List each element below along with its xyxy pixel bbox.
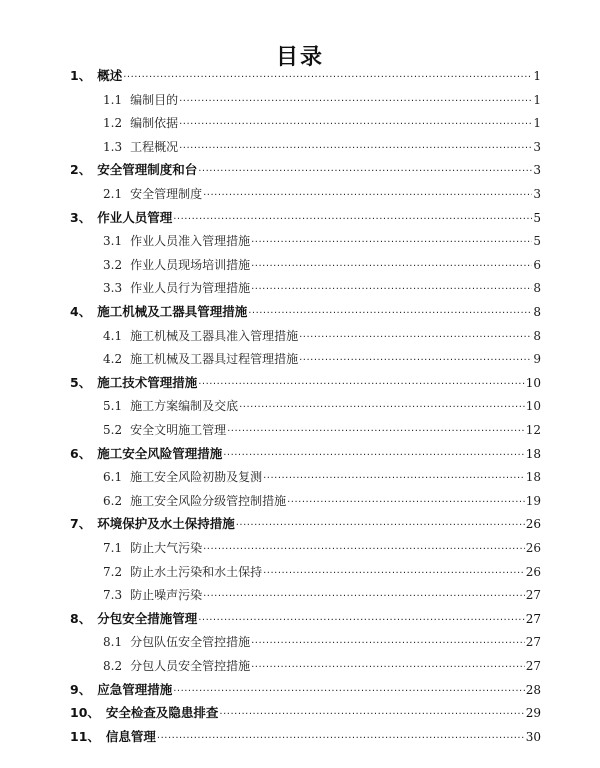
toc-dot-leader (251, 658, 525, 678)
toc-entry-number: 6、 (70, 445, 92, 461)
toc-entry-number: 9、 (70, 681, 92, 697)
toc-entry-label: 作业人员行为管理措施 (130, 281, 251, 296)
toc-section-entry[interactable] (103, 632, 541, 652)
toc-dot-leader (219, 705, 524, 725)
toc-entry-page-number: 3 (533, 163, 541, 178)
toc-entry-label: 应急管理措施 (97, 681, 173, 697)
toc-entry-number: 4、 (70, 304, 92, 319)
toc-entry-page-number: 28 (525, 682, 541, 697)
toc-entry-number: 7.1 (103, 541, 123, 555)
toc-entry-number: 6.1 (103, 470, 123, 485)
toc-entry-page-number: 5 (533, 210, 541, 225)
toc-entry-page-number: 18 (525, 470, 541, 485)
toc-dot-leader (203, 587, 525, 607)
toc-entry-number: 4.1 (103, 328, 123, 343)
toc-dot-leader (287, 493, 525, 513)
toc-dot-leader (173, 210, 532, 230)
toc-entry-label: 防止水土污染和水土保持 (130, 564, 263, 579)
toc-entry-number: 2、 (70, 162, 92, 178)
toc-entry-page-number: 1 (533, 92, 541, 107)
toc-entry-number: 8.2 (103, 659, 123, 673)
toc-entry-number: 10、 (70, 705, 100, 721)
toc-entry-label: 编制依据 (130, 116, 179, 131)
toc-entry-page-number: 27 (525, 588, 541, 603)
toc-chapter-entry[interactable] (70, 160, 541, 180)
toc-section-entry[interactable] (103, 467, 541, 487)
toc-section-entry[interactable] (103, 656, 541, 676)
toc-section-entry[interactable] (103, 90, 541, 110)
toc-entry-label: 安全管理制度 (130, 187, 203, 201)
toc-entry-number: 4.2 (103, 352, 123, 367)
toc-entry-label: 概述 (97, 68, 123, 83)
toc-entry-label: 施工安全风险分级管控制措施 (130, 493, 287, 508)
toc-entry-number: 11、 (70, 728, 100, 744)
toc-entry-page-number: 19 (525, 493, 541, 508)
toc-dot-leader (299, 351, 532, 371)
toc-entry-page-number: 9 (533, 352, 541, 367)
toc-entry-label: 作业人员管理 (97, 209, 173, 225)
toc-chapter-entry[interactable] (70, 66, 541, 86)
toc-dot-leader (236, 516, 525, 536)
toc-entry-label: 施工方案编制及交底 (130, 399, 239, 414)
toc-entry-page-number: 8 (533, 328, 541, 343)
toc-section-entry[interactable] (103, 349, 541, 369)
toc-entry-number: 3.1 (103, 234, 123, 249)
toc-title: 目录 (275, 45, 324, 70)
toc-entry-number: 8、 (70, 610, 92, 626)
toc-dot-leader (198, 611, 525, 631)
toc-entry-page-number: 27 (525, 611, 541, 626)
toc-entry-page-number: 27 (525, 635, 541, 650)
toc-entry-label: 信息管理 (105, 728, 156, 744)
toc-entry-page-number: 12 (525, 423, 541, 437)
toc-dot-leader (179, 139, 532, 159)
toc-entry-number: 2.1 (103, 187, 123, 201)
toc-entry-label: 施工机械及工器具准入管理措施 (130, 328, 299, 343)
toc-section-entry[interactable] (103, 137, 541, 157)
toc-entry-label: 防止大气污染 (130, 541, 203, 555)
toc-dot-leader (203, 186, 532, 206)
toc-dot-leader (251, 280, 532, 300)
toc-section-entry[interactable] (103, 562, 541, 582)
toc-entry-label: 安全管理制度和台 (97, 162, 198, 178)
toc-entry-number: 1.3 (103, 139, 123, 154)
toc-dot-leader (203, 540, 525, 560)
toc-dot-leader (227, 422, 525, 442)
toc-entry-label: 施工安全风险初勘及复测 (130, 470, 263, 485)
toc-entry-number: 5、 (70, 374, 92, 390)
toc-entry-number: 1.2 (103, 116, 123, 131)
toc-section-entry[interactable] (103, 326, 541, 346)
toc-entry-number: 7.2 (103, 564, 123, 579)
toc-entry-label: 分包安全措施管理 (97, 610, 198, 626)
toc-dot-leader (198, 375, 525, 395)
toc-entry-label: 施工安全风险管理措施 (97, 445, 223, 461)
toc-chapter-entry[interactable] (70, 727, 541, 747)
toc-entry-page-number: 30 (525, 729, 541, 744)
toc-entry-label: 安全检查及隐患排查 (105, 705, 219, 721)
toc-dot-leader (173, 682, 525, 702)
toc-entry-page-number: 3 (533, 139, 541, 154)
toc-chapter-entry[interactable] (70, 444, 541, 464)
toc-entry-page-number: 26 (525, 564, 541, 579)
toc-entry-number: 3.3 (103, 281, 123, 296)
toc-section-entry[interactable] (103, 585, 541, 605)
toc-entry-number: 3、 (70, 209, 92, 225)
toc-chapter-entry[interactable] (70, 609, 541, 629)
toc-dot-leader (123, 68, 532, 88)
toc-entry-number: 7、 (70, 516, 92, 532)
toc-entry-page-number: 5 (533, 234, 541, 249)
toc-section-entry[interactable] (103, 491, 541, 511)
toc-dot-leader (239, 398, 525, 418)
toc-entry-page-number: 27 (525, 659, 541, 673)
toc-dot-leader (263, 564, 525, 584)
toc-entry-page-number: 6 (533, 257, 541, 272)
toc-dot-leader (251, 634, 525, 654)
toc-entry-page-number: 1 (533, 69, 541, 83)
toc-dot-leader (248, 304, 532, 324)
toc-dot-leader (299, 328, 532, 348)
toc-dot-leader (263, 469, 525, 489)
toc-entry-number: 5.2 (103, 423, 123, 437)
toc-chapter-entry[interactable] (70, 514, 541, 534)
toc-dot-leader (179, 92, 532, 112)
toc-entry-label: 施工技术管理措施 (97, 374, 198, 390)
toc-entry-page-number: 26 (525, 541, 541, 555)
toc-chapter-entry[interactable] (70, 680, 541, 700)
toc-dot-leader (251, 233, 532, 253)
toc-section-entry[interactable] (103, 396, 541, 416)
toc-entry-number: 1.1 (103, 92, 123, 107)
toc-entry-number: 7.3 (103, 588, 123, 603)
toc-entry-label: 分包人员安全管控措施 (130, 659, 251, 673)
toc-entry-label: 分包队伍安全管控措施 (130, 635, 251, 650)
toc-entry-number: 6.2 (103, 493, 123, 508)
toc-section-entry[interactable] (103, 255, 541, 275)
toc-entry-label: 工程概况 (130, 139, 179, 154)
toc-entry-page-number: 18 (525, 446, 541, 461)
toc-chapter-entry[interactable] (70, 208, 541, 228)
toc-entry-page-number: 29 (525, 706, 541, 721)
toc-entry-label: 施工机械及工器具过程管理措施 (130, 352, 299, 367)
toc-entry-label: 作业人员准入管理措施 (130, 234, 251, 249)
toc-entry-page-number: 8 (533, 305, 541, 319)
toc-chapter-entry[interactable] (70, 703, 541, 723)
toc-section-entry[interactable] (103, 420, 541, 440)
toc-entry-number: 5.1 (103, 399, 123, 414)
toc-entry-number: 1、 (70, 68, 92, 83)
toc-entry-page-number: 3 (533, 187, 541, 201)
toc-section-entry[interactable] (103, 278, 541, 298)
toc-dot-leader (198, 162, 532, 182)
toc-section-entry[interactable] (103, 231, 541, 251)
toc-section-entry[interactable] (103, 184, 541, 204)
toc-entry-label: 作业人员现场培训措施 (130, 257, 251, 272)
toc-chapter-entry[interactable] (70, 373, 541, 393)
toc-entry-number: 3.2 (103, 257, 123, 272)
toc-entry-label: 编制目的 (130, 92, 179, 107)
toc-entry-label: 安全文明施工管理 (130, 423, 227, 437)
toc-entry-page-number: 10 (525, 399, 541, 414)
toc-entry-number: 8.1 (103, 635, 123, 650)
toc-section-entry[interactable] (103, 113, 541, 133)
toc-entry-page-number: 8 (533, 281, 541, 296)
toc-section-entry[interactable] (103, 538, 541, 558)
toc-dot-leader (157, 729, 525, 749)
toc-entry-label: 环境保护及水土保持措施 (97, 516, 235, 532)
toc-entry-label: 施工机械及工器具管理措施 (97, 304, 248, 319)
toc-dot-leader (223, 446, 525, 466)
toc-entry-page-number: 10 (525, 375, 541, 390)
toc-chapter-entry[interactable] (70, 302, 541, 322)
toc-entry-page-number: 1 (533, 116, 541, 131)
toc-dot-leader (179, 115, 532, 135)
toc-dot-leader (251, 257, 532, 277)
toc-entry-page-number: 26 (525, 517, 541, 532)
toc-entry-label: 防止噪声污染 (130, 588, 203, 603)
